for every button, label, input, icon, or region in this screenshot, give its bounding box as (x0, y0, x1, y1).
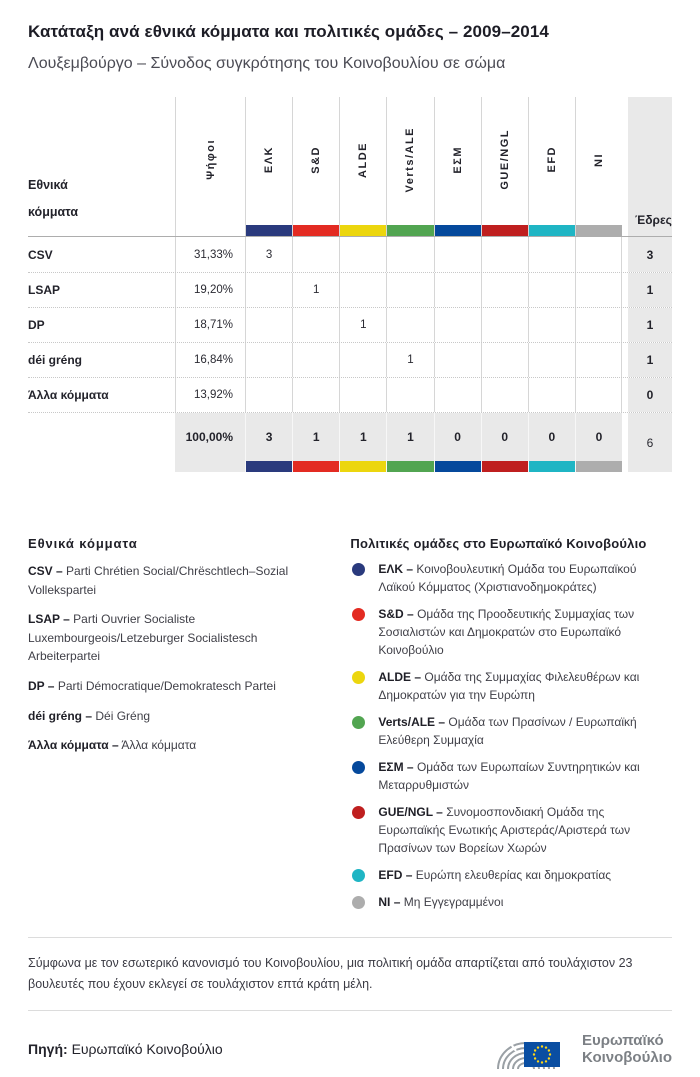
group-legend-abbr: ΕΣΜ – (378, 760, 414, 774)
group-seats-cell-Verts/ALE: 1 (386, 343, 433, 377)
grand-total-seats-cell: 6 (622, 413, 672, 472)
total-group-seats-cell-ΕΛΚ (245, 413, 292, 472)
group-legend-desc: Συνομοσπονδιακή Ομάδα της Ευρωπαϊκής Ενωτικής Αριστεράς/Αριστερά των Πρασίνων των Βορείων Χωρών (378, 805, 631, 855)
party-name-cell: CSV (28, 247, 53, 262)
total-group-seats-cell-Verts/ALE (386, 413, 433, 472)
total-group-seats-value: 1 (359, 430, 367, 444)
group-legend-text (378, 605, 672, 659)
votes-percent-cell: 18,71% (175, 308, 245, 342)
logo-wordmark (582, 1032, 672, 1067)
page-title: Κατάταξη ανά εθνικά κόμματα και πολιτικές ομάδες – 2009–2014 (28, 22, 549, 41)
political-groups-legend (350, 536, 672, 911)
group-seats-cell-ALDE (339, 273, 386, 307)
group-seats-cell-EFD (528, 237, 575, 272)
table-row (28, 307, 672, 342)
group-seats-cell-S&D (292, 343, 339, 377)
group-seats-cell-ΕΛΚ (245, 273, 292, 307)
infographic-page (0, 22, 700, 1077)
table-row (28, 272, 672, 307)
votes-column-header (175, 97, 245, 236)
group-legend-abbr: ΕΛΚ – (378, 562, 414, 576)
group-legend-item (350, 605, 672, 659)
group-seats-cell-NI (575, 343, 622, 377)
group-seats-cell-S&D (292, 308, 339, 342)
group-seats-cell-Verts/ALE (386, 273, 433, 307)
party-name-cell: LSAP (28, 283, 61, 297)
table-header-row (28, 97, 672, 237)
group-seats-cell-NI (575, 378, 622, 412)
group-seats-cell-GUE/NGL (481, 273, 528, 307)
group-color-dot (352, 716, 365, 729)
total-group-seats-value: 3 (265, 430, 273, 444)
votes-percent-cell: 31,33% (175, 237, 245, 272)
group-column-label: Verts/ALE (404, 126, 417, 193)
group-legend-item (350, 803, 672, 857)
party-legend-abbr: Άλλα κόμματα – (28, 738, 119, 753)
group-legend-desc: Ευρώπη ελευθερίας και δημοκρατίας (415, 868, 612, 882)
group-color-dot (352, 806, 365, 819)
table-row (28, 237, 672, 272)
group-legend-text (378, 560, 672, 596)
party-legend-name: Parti Chrétien Social/Chrëschtlech–Sozial Vollekspartei (28, 564, 289, 597)
total-group-seats-value: 0 (548, 430, 556, 444)
group-seats-cell-ΕΣΜ (434, 343, 481, 377)
group-color-bar (435, 225, 481, 236)
table-row (28, 377, 672, 412)
group-seats-cell-NI (575, 237, 622, 272)
group-seats-cell-S&D (292, 378, 339, 412)
party-legend-item (28, 562, 320, 599)
group-color-bar (482, 225, 528, 236)
group-column-header-S&D (292, 97, 339, 236)
total-group-seats-cell-GUE/NGL (481, 413, 528, 472)
group-color-bar (435, 461, 481, 472)
party-legend-item (28, 610, 320, 666)
political-groups-legend-items (350, 560, 672, 911)
national-parties-legend (28, 536, 334, 911)
group-color-bar (576, 225, 622, 236)
total-group-seats-value: 0 (501, 430, 509, 444)
table-row (28, 342, 672, 377)
group-legend-text (378, 668, 672, 704)
total-seats-cell: 1 (622, 273, 672, 307)
party-legend-abbr: CSV – (28, 564, 63, 578)
group-color-dot (352, 896, 365, 909)
group-color-bar (293, 225, 339, 236)
total-seats-cell: 3 (622, 237, 672, 272)
party-legend-abbr: DP – (28, 678, 55, 693)
group-color-bar (246, 225, 292, 236)
source-line (28, 1041, 223, 1057)
total-group-seats-value: 1 (312, 430, 320, 444)
votes-percent-cell: 16,84% (175, 343, 245, 377)
group-legend-text (378, 758, 672, 794)
group-column-label: ΕΣΜ (451, 145, 464, 174)
group-seats-cell-ΕΛΚ (245, 378, 292, 412)
total-group-seats-cell-NI (575, 413, 622, 472)
group-legend-text (378, 893, 503, 911)
group-seats-cell-NI (575, 308, 622, 342)
group-legend-item (350, 866, 672, 884)
group-color-dot (352, 563, 365, 576)
group-column-header-EFD (528, 97, 575, 236)
party-name-cell: déi gréng (28, 353, 83, 367)
group-legend-abbr: ALDE – (378, 670, 422, 684)
total-seats-cell: 1 (622, 343, 672, 377)
party-legend-item (28, 707, 320, 726)
group-color-dot (352, 869, 365, 882)
group-color-bar (529, 225, 575, 236)
group-seats-cell-ΕΣΜ (434, 237, 481, 272)
group-column-label: NI (592, 152, 605, 167)
group-seats-cell-ALDE (339, 237, 386, 272)
group-seats-cell-GUE/NGL (481, 237, 528, 272)
total-group-seats-cell-ΕΣΜ (434, 413, 481, 472)
group-color-bar (387, 461, 433, 472)
seats-column-header (622, 97, 672, 236)
logo-wordmark-line1: Ευρωπαϊκό (581, 1032, 664, 1049)
group-legend-item (350, 713, 672, 749)
seats-column-header-label: Έδρες (635, 213, 672, 227)
group-column-header-GUE/NGL (481, 97, 528, 236)
group-legend-abbr: GUE/NGL – (378, 805, 443, 819)
group-column-label: S&D (310, 145, 323, 174)
group-color-bar (482, 461, 528, 472)
group-column-label: ALDE (357, 141, 370, 178)
total-group-seats-value: 0 (595, 430, 603, 444)
group-legend-desc: Ομάδα της Προοδευτικής Συμμαχίας των Σοσιαλιστών και Δημοκρατών στο Ευρωπαϊκό Κοινοβούλιο (378, 607, 635, 657)
table-total-row (28, 412, 672, 472)
votes-percent-cell: 13,92% (175, 378, 245, 412)
total-seats-cell: 0 (622, 378, 672, 412)
group-column-label: ΕΛΚ (263, 145, 276, 174)
party-legend-name: Άλλα κόμματα (121, 738, 197, 753)
total-group-seats-cell-ALDE (339, 413, 386, 472)
group-seats-cell-ALDE (339, 343, 386, 377)
group-column-header-Verts/ALE (386, 97, 433, 236)
group-seats-cell-ALDE (339, 378, 386, 412)
group-legend-desc: Ομάδα της Συμμαχίας Φιλελευθέρων και Δημοκρατών για την Ευρώπη (378, 670, 640, 702)
logo-wordmark-line2: Κοινοβούλιο (581, 1049, 672, 1067)
group-legend-text (378, 866, 611, 884)
group-seats-cell-S&D: 1 (292, 273, 339, 307)
party-legend-item (28, 677, 320, 696)
party-column-header-label: Εθνικά κόμματα (28, 178, 79, 220)
group-seats-cell-GUE/NGL (481, 343, 528, 377)
group-seats-cell-ΕΛΚ (245, 308, 292, 342)
group-seats-cell-Verts/ALE (386, 237, 433, 272)
group-seats-cell-EFD (528, 273, 575, 307)
group-color-bar (576, 461, 622, 472)
group-seats-cell-ΕΛΚ: 3 (245, 237, 292, 272)
national-parties-legend-items (28, 562, 320, 755)
group-legend-abbr: Verts/ALE – (378, 715, 446, 729)
votes-column-header-label: Ψήφοι (204, 139, 217, 180)
group-seats-cell-Verts/ALE (386, 308, 433, 342)
source-label: Πηγή: (28, 1041, 68, 1058)
group-seats-cell-S&D (292, 237, 339, 272)
group-legend-item (350, 560, 672, 596)
group-color-bar (293, 461, 339, 472)
total-group-seats-cell-S&D (292, 413, 339, 472)
group-legend-text (378, 803, 672, 857)
group-column-header-ΕΣΜ (434, 97, 481, 236)
group-color-dot (352, 608, 365, 621)
group-legend-item (350, 758, 672, 794)
hemicycle-eu-flag-icon (482, 1021, 574, 1077)
group-seats-cell-ΕΣΜ (434, 308, 481, 342)
group-legend-item (350, 893, 672, 911)
group-legend-desc: Κοινοβουλευτική Ομάδα του Ευρωπαϊκού Λαϊκού Κόμματος (Χριστιανοδημοκράτες) (378, 562, 637, 594)
total-group-seats-cell-EFD (528, 413, 575, 472)
group-color-dot (352, 761, 365, 774)
footer (28, 1011, 672, 1077)
source-value: Ευρωπαϊκό Κοινοβούλιο (71, 1041, 223, 1058)
total-votes-cell: 100,00% (175, 413, 245, 472)
group-color-bar (340, 461, 386, 472)
group-column-header-NI (575, 97, 622, 236)
group-seats-cell-EFD (528, 343, 575, 377)
party-column-header (28, 97, 175, 236)
group-legend-item (350, 668, 672, 704)
party-legend-name: Parti Ouvrier Socialiste Luxembourgeois/Letzeburger Socialistesch Arbeiterpartei (28, 612, 258, 664)
group-column-label: EFD (545, 146, 558, 173)
party-legend-item (28, 736, 320, 755)
party-name-cell: DP (28, 318, 45, 332)
group-color-bar (246, 461, 292, 472)
european-parliament-logo (482, 1021, 672, 1077)
group-color-bar (529, 461, 575, 472)
group-seats-cell-GUE/NGL (481, 378, 528, 412)
votes-percent-cell: 19,20% (175, 273, 245, 307)
group-column-header-ΕΛΚ (245, 97, 292, 236)
footnote: Σύμφωνα με τον εσωτερικό κανονισμό του Κοινοβουλίου, μια πολιτική ομάδα απαρτίζεται από τουλάχιστον 23 βουλευτές που έχουν εκλεγεί σε τουλάχιστον επτά κράτη μέλη. (28, 937, 672, 1011)
group-color-bar (340, 225, 386, 236)
party-legend-name: Déi Gréng (95, 708, 151, 723)
party-name-cell: Άλλα κόμματα (28, 388, 109, 402)
page-subtitle: Λουξεμβούργο – Σύνοδος συγκρότησης του Κοινοβουλίου σε σώμα (28, 55, 506, 72)
group-seats-cell-NI (575, 273, 622, 307)
group-seats-cell-EFD (528, 308, 575, 342)
legends (28, 536, 672, 911)
group-seats-cell-ΕΣΜ (434, 273, 481, 307)
party-legend-name: Parti Démocratique/Demokratesch Partei (57, 678, 276, 693)
group-legend-desc: Ομάδα των Πρασίνων / Ευρωπαϊκή Ελεύθερη Συμμαχία (378, 715, 637, 747)
group-color-dot (352, 671, 365, 684)
results-table (28, 97, 672, 472)
national-parties-legend-title: Εθνικά κόμματα (28, 536, 138, 551)
group-legend-desc: Μη Εγγεγραμμένοι (403, 895, 504, 909)
party-legend-abbr: déi gréng – (28, 708, 93, 723)
group-legend-text (378, 713, 672, 749)
total-group-seats-value: 0 (454, 430, 461, 444)
group-seats-cell-ΕΛΚ (245, 343, 292, 377)
total-seats-cell: 1 (622, 308, 672, 342)
group-seats-cell-GUE/NGL (481, 308, 528, 342)
group-seats-cell-EFD (528, 378, 575, 412)
group-legend-desc: Ομάδα των Ευρωπαίων Συντηρητικών και Μεταρρυθμιστών (378, 760, 640, 792)
group-column-label: GUE/NGL (498, 129, 511, 190)
table-body (28, 237, 672, 412)
group-color-bar (387, 225, 433, 236)
total-empty-cell (28, 413, 175, 472)
political-groups-legend-title: Πολιτικές ομάδες στο Ευρωπαϊκό Κοινοβούλιο (350, 536, 647, 551)
total-group-seats-value: 1 (407, 430, 414, 444)
group-seats-cell-Verts/ALE (386, 378, 433, 412)
group-seats-cell-ALDE: 1 (339, 308, 386, 342)
party-legend-abbr: LSAP – (28, 612, 70, 627)
group-seats-cell-ΕΣΜ (434, 378, 481, 412)
group-legend-abbr: EFD – (378, 868, 413, 882)
group-legend-abbr: NI – (378, 895, 401, 909)
group-column-header-ALDE (339, 97, 386, 236)
group-legend-abbr: S&D – (378, 607, 414, 621)
